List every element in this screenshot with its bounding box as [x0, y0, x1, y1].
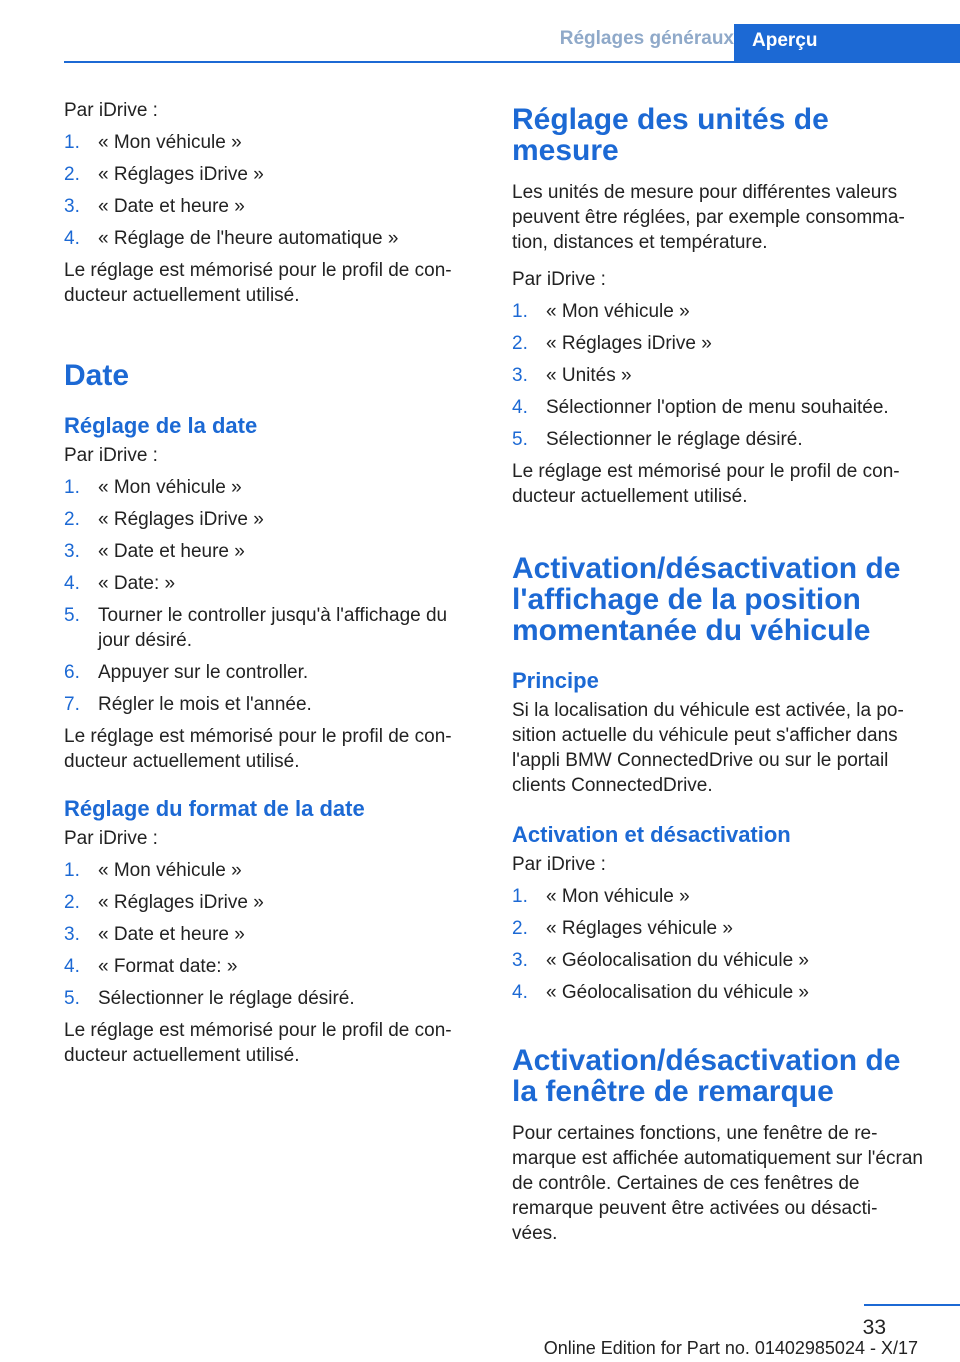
list-item — [64, 922, 466, 947]
list-item — [64, 890, 466, 915]
list-item-text: « Géolocalisation du véhicule » — [546, 982, 810, 1003]
list-item — [64, 475, 466, 500]
list-item-number: 6. — [64, 662, 80, 683]
list-item-text: Sélectionner l'option de menu souhaitée. — [546, 397, 889, 418]
list-item-text: « Mon véhicule » — [98, 132, 242, 153]
list-item-number: 1. — [64, 477, 80, 498]
list-item — [64, 571, 466, 596]
subsection-title-principe: Principe — [512, 668, 599, 693]
list-item-number: 3. — [64, 196, 80, 217]
list-item — [64, 603, 466, 653]
steps-list — [512, 884, 924, 1005]
list-item — [512, 884, 924, 909]
list-item-number: 4. — [64, 956, 80, 977]
list-item-number: 5. — [64, 605, 80, 626]
list-item-text: « Format date: » — [98, 956, 238, 977]
list-item-text: Sélectionner le réglage désiré. — [98, 988, 355, 1009]
list-item-number: 2. — [512, 333, 528, 354]
footer-divider — [864, 1304, 960, 1306]
section-title-position: Activation/désactivation de l'affichage de la position momentanée du véhicule — [512, 552, 901, 647]
list-item-text: « Réglages véhicule » — [546, 918, 733, 939]
list-item-number: 4. — [512, 397, 528, 418]
list-item-number: 4. — [64, 228, 80, 249]
list-item-number: 2. — [64, 509, 80, 530]
list-item-number: 3. — [64, 541, 80, 562]
list-item-text: Appuyer sur le controller. — [98, 662, 309, 683]
list-item — [64, 194, 466, 219]
list-item-text: « Date: » — [98, 573, 176, 594]
list-item-number: 5. — [64, 988, 80, 1009]
intro-text: Par iDrive : — [64, 445, 158, 466]
list-item-text: Régler le mois et l'année. — [98, 694, 312, 715]
list-item-text: « Unités » — [546, 365, 632, 386]
list-item — [64, 226, 466, 251]
steps-list — [64, 475, 466, 717]
list-item-text: « Réglage de l'heure automatique » — [98, 228, 399, 249]
list-item-text: « Date et heure » — [98, 541, 245, 562]
right-column — [512, 98, 924, 1246]
section-title-units: Réglage des unités de mesure — [512, 103, 829, 167]
list-item — [64, 986, 466, 1011]
subsection-title-date: Réglage de la date — [64, 413, 258, 438]
steps-list — [512, 299, 924, 452]
list-item-text: « Mon véhicule » — [98, 860, 242, 881]
list-item — [512, 948, 924, 973]
note-text: Le réglage est mémorisé pour le profil de con- ducteur actuellement utilisé. — [64, 260, 452, 306]
intro-text: Par iDrive : — [64, 828, 158, 849]
list-item-number: 4. — [512, 982, 528, 1003]
list-item-text: « Mon véhicule » — [546, 301, 690, 322]
list-item-number: 2. — [512, 918, 528, 939]
list-item-number: 2. — [64, 164, 80, 185]
section-title-date: Date — [64, 359, 130, 392]
subsection-title-format: Réglage du format de la date — [64, 796, 365, 821]
steps-list — [64, 858, 466, 1011]
page-number: 33 — [862, 1316, 886, 1339]
list-item — [64, 130, 466, 155]
list-item — [64, 954, 466, 979]
intro-text: Par iDrive : — [512, 854, 606, 875]
header-divider — [64, 61, 960, 63]
footer-edition-text: Online Edition for Part no. 01402985024 - X/17 — [543, 1338, 918, 1358]
list-item-number: 1. — [64, 860, 80, 881]
list-item-text: « Réglages iDrive » — [546, 333, 712, 354]
list-item-text: « Géolocalisation du véhicule » — [546, 950, 810, 971]
header-tab-apercu — [734, 24, 960, 63]
list-item — [512, 363, 924, 388]
list-item — [64, 507, 466, 532]
list-item — [64, 858, 466, 883]
header-section-title: Réglages généraux — [559, 28, 734, 49]
list-item-text: « Réglages iDrive » — [98, 164, 264, 185]
list-item-number: 3. — [64, 924, 80, 945]
list-item — [512, 427, 924, 452]
remark-description: Pour certaines fonctions, une fenêtre de re- marque est affichée automatiquement sur l'écran de contrôle. Certaines de ces fenêtres de remarque peuvent être activées ou désacti- vées. — [512, 1123, 923, 1244]
list-item — [64, 660, 466, 685]
list-item — [64, 539, 466, 564]
list-item-number: 2. — [64, 892, 80, 913]
note-text: Le réglage est mémorisé pour le profil de con- ducteur actuellement utilisé. — [64, 726, 452, 772]
list-item-text: « Date et heure » — [98, 924, 245, 945]
list-item-number: 1. — [64, 132, 80, 153]
list-item — [64, 692, 466, 717]
subsection-title-activation: Activation et désactivation — [512, 822, 791, 847]
principe-description: Si la localisation du véhicule est activée, la po- sition actuelle du véhicule peut s'afficher dans l'appli BMW ConnectedDrive ou sur le portail clients ConnectedDrive. — [512, 700, 904, 796]
note-text: Le réglage est mémorisé pour le profil de con- ducteur actuellement utilisé. — [512, 461, 900, 507]
list-item-text: Sélectionner le réglage désiré. — [546, 429, 803, 450]
intro-text: Par iDrive : — [512, 269, 606, 290]
list-item-number: 5. — [512, 429, 528, 450]
list-item-text: « Mon véhicule » — [98, 477, 242, 498]
list-item-text: « Mon véhicule » — [546, 886, 690, 907]
list-item — [512, 395, 924, 420]
list-item — [512, 916, 924, 941]
list-item-number: 1. — [512, 301, 528, 322]
list-item-text: Tourner le controller jusqu'à l'affichage du jour désiré. — [98, 605, 448, 651]
intro-text: Par iDrive : — [64, 100, 158, 121]
left-column — [64, 98, 466, 1068]
list-item-number: 1. — [512, 886, 528, 907]
list-item — [512, 980, 924, 1005]
list-item-number: 7. — [64, 694, 80, 715]
list-item — [64, 162, 466, 187]
list-item-number: 4. — [64, 573, 80, 594]
steps-list — [64, 130, 466, 251]
section-title-remark: Activation/désactivation de la fenêtre de remarque — [512, 1044, 901, 1108]
list-item-text: « Réglages iDrive » — [98, 509, 264, 530]
units-description: Les unités de mesure pour différentes valeurs peuvent être réglées, par exemple consomma- tion, distances et température. — [512, 182, 905, 253]
list-item-number: 3. — [512, 950, 528, 971]
list-item-text: « Date et heure » — [98, 196, 245, 217]
list-item — [512, 299, 924, 324]
list-item-number: 3. — [512, 365, 528, 386]
list-item-text: « Réglages iDrive » — [98, 892, 264, 913]
list-item — [512, 331, 924, 356]
note-text: Le réglage est mémorisé pour le profil de con- ducteur actuellement utilisé. — [64, 1020, 452, 1066]
header-tab-label: Aperçu — [752, 30, 818, 51]
